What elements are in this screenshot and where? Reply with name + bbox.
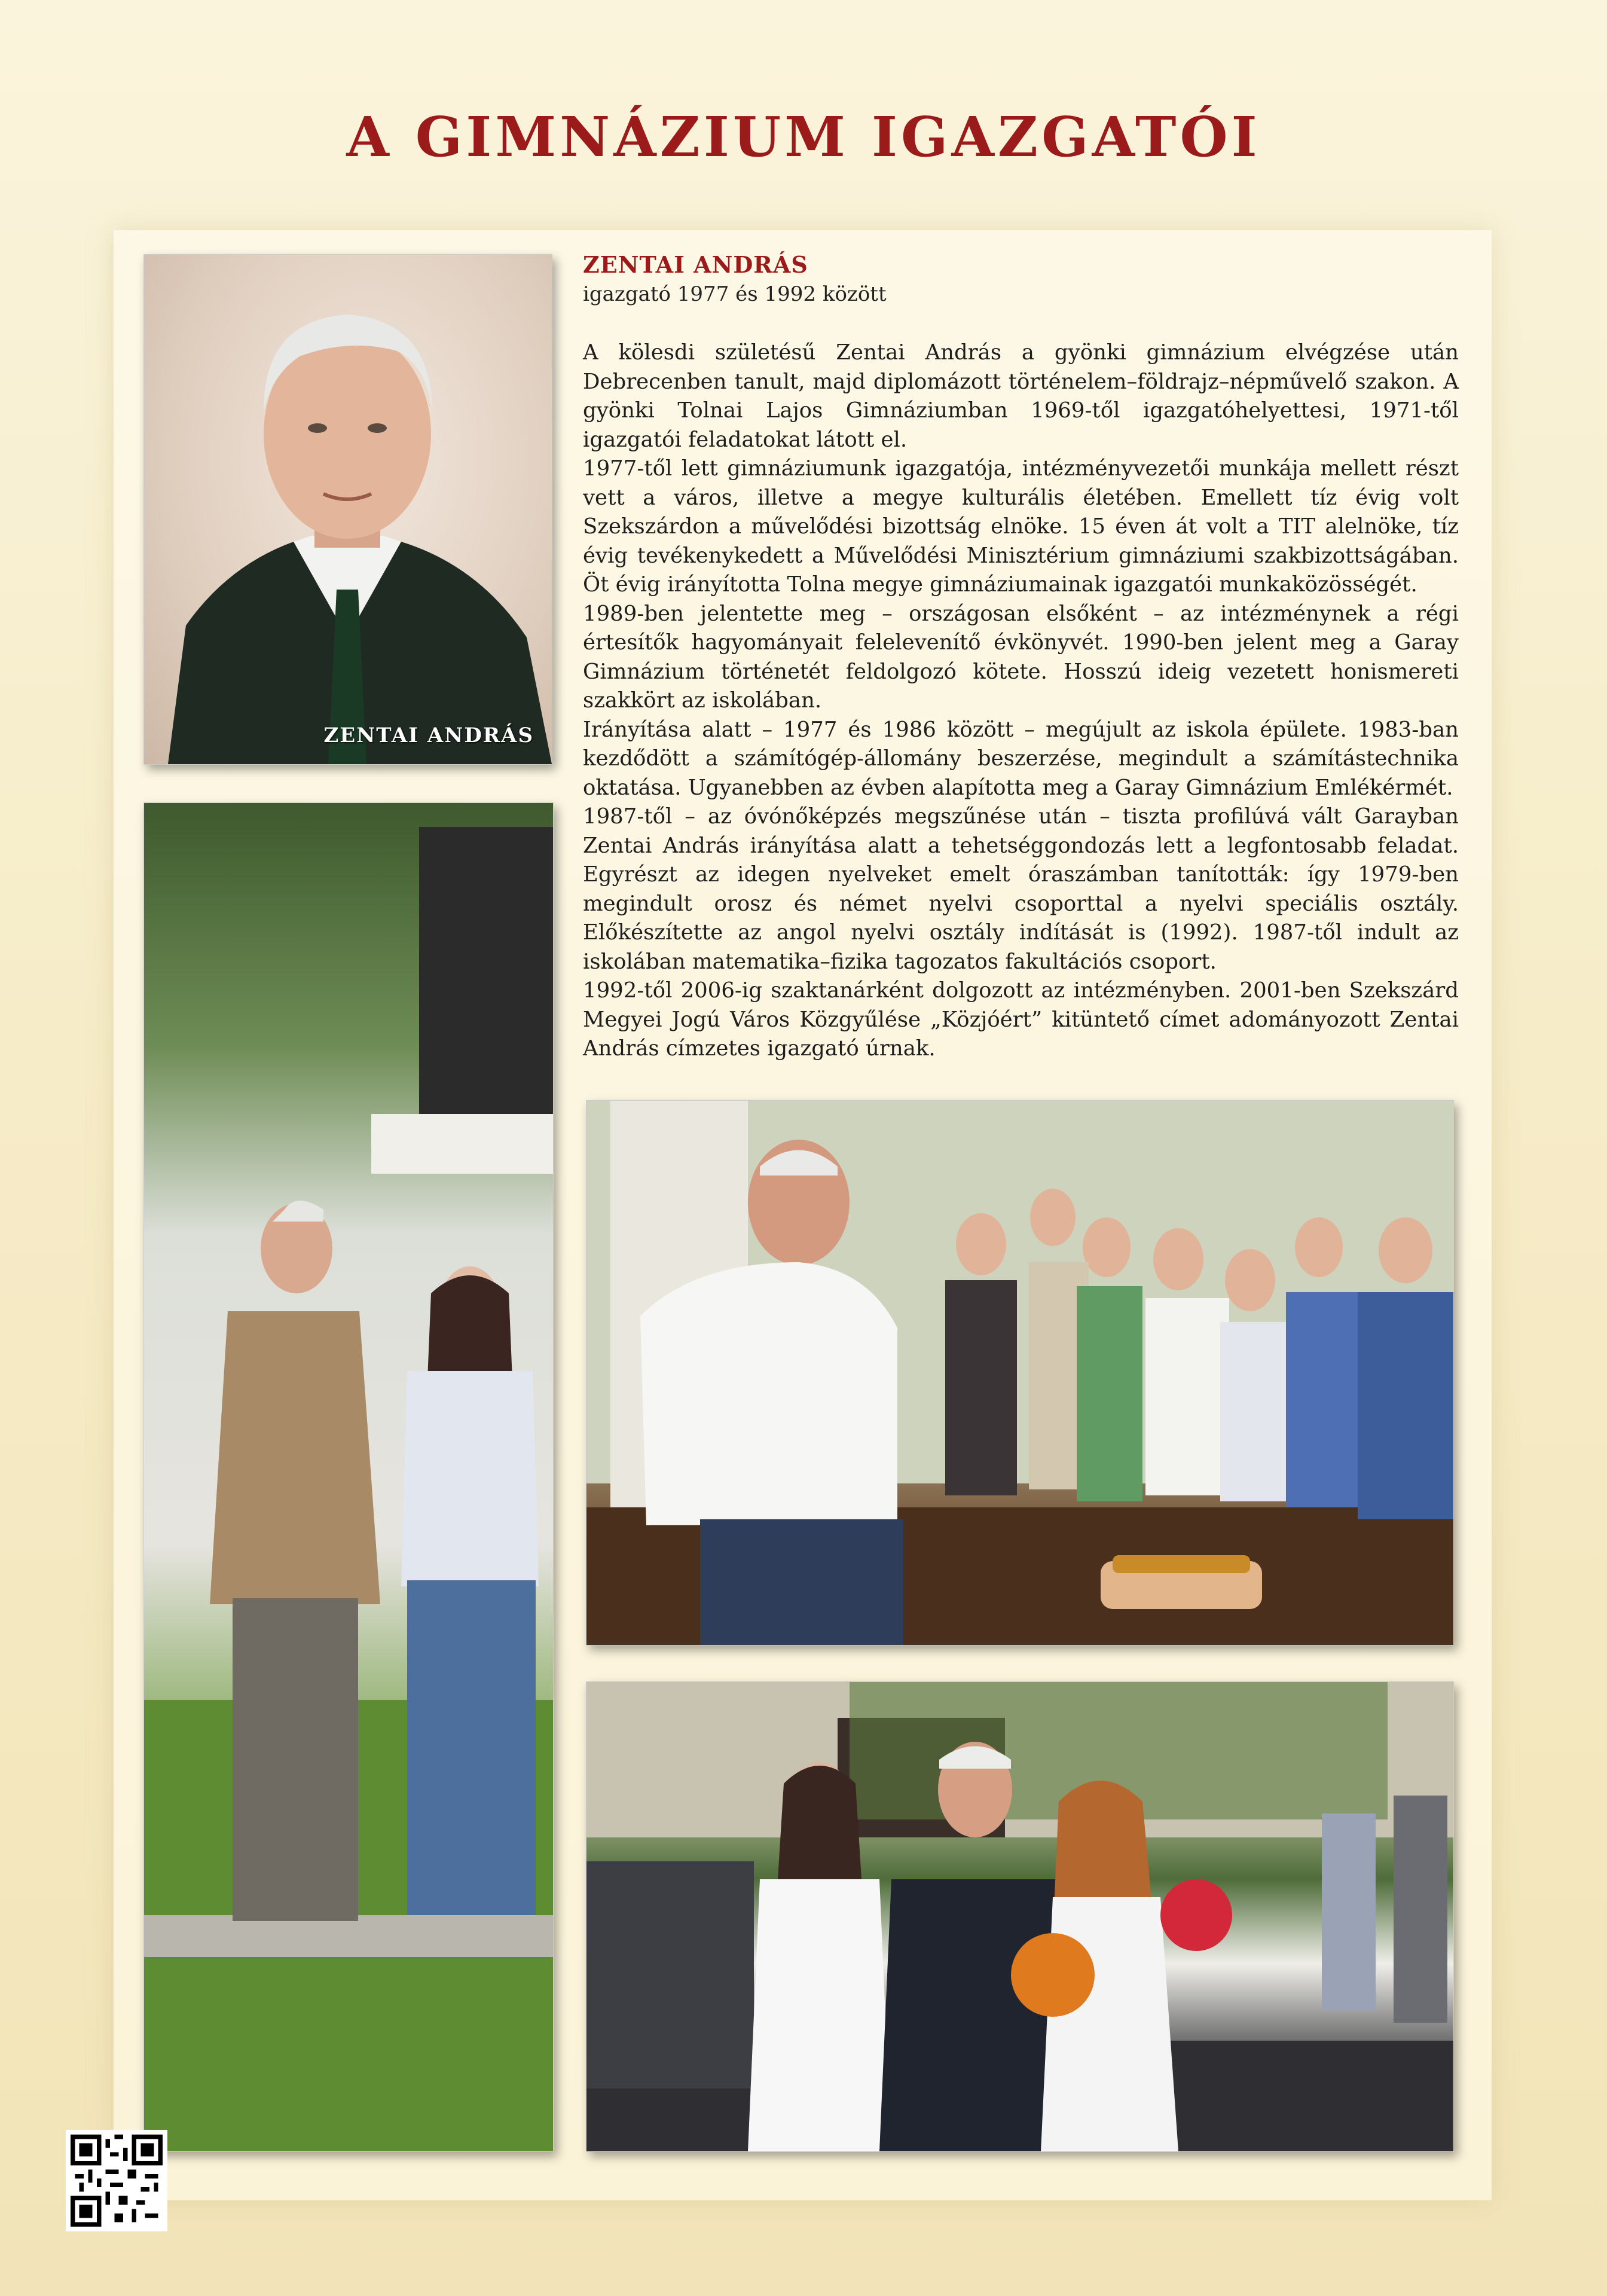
parade-photo [586, 1681, 1454, 2152]
biography-paragraph: A kölesdi születésű Zentai András a gyönki gimnázium elvégzése után Debrecenben tanult, majd diplomázott történelem–földrajz–népművelő szakon. A gyönki Tolnai Lajos Gimnáziumban 1969-től igazgatóhelyettesi, 1971-től igazgatói feladatokat látott el. [583, 340, 1459, 452]
portrait-caption: ZENTAI ANDRÁS [323, 723, 534, 747]
page-title: A GIMNÁZIUM IGAZGATÓI [346, 105, 1261, 169]
portrait-illustration [144, 255, 552, 764]
qr-code-icon [71, 2135, 163, 2227]
garden-photo [143, 802, 554, 2152]
director-name: ZENTAI ANDRÁS [583, 251, 808, 278]
biography-text [583, 338, 1459, 1064]
biography-paragraph: 1992-től 2006-ig szaktanárként dolgozott az intézményben. 2001-ben Szekszárd Megyei Jogú Város Közgyűlése „Közjóért” kitüntető címet adományozott Zentai András címzetes igazgató úrnak. [583, 978, 1459, 1061]
tenure-text: igazgató 1977 és 1992 között [583, 282, 887, 306]
classroom-photo [586, 1100, 1454, 1645]
biography-paragraph: 1989-ben jelentette meg – országosan elsőként – az intézménynek a régi értesítők hagyományait felelevenítő évkönyvét. 1990-ben jelent meg a Garay Gimnázium történetét feldolgozó kötete. Hosszú ideig vezetett honismereti szakkört az iskolában. [583, 601, 1459, 713]
parade-illustration [586, 1682, 1453, 2151]
biography-paragraph: Irányítása alatt – 1977 és 1986 között – megújult az iskola épülete. 1983-ban kezdődött a számítógép-állomány beszerzése, megindult a számítástechnika oktatása. Ugyanebben az évben alapította meg a Garay Gimnázium Emlékérmét. [583, 717, 1459, 800]
biography-paragraph: 1977-től lett gimnáziumunk igazgatója, intézményvezetői munkája mellett részt vett a város, illetve a megye kulturális életében. Emellett tíz évig volt Szekszárdon a művelődési bizottság elnöke. 15 éven át volt a TIT alelnöke, tíz évig tevékenykedett a Művelődési Minisztérium gimnáziumi szakbizottságában. Öt évig irányította Tolna megye gimnáziumainak igazgatói munkaközösségét. [583, 456, 1459, 597]
biography-paragraph: 1987-től – az óvónőképzés megszűnése után – tiszta profilúvá vált Garayban Zentai András irányítása alatt a tehetséggondozás lett a legfontosabb feladat. Egyrészt az idegen nyelveket emelt óraszámban tanították: így 1979-ben megindult orosz és német nyelvi csoporttal a nyelvi speciális osztály. Előkészítette az angol nyelvi osztály indítását is (1992). 1987-től indult az iskolában matematika–fizika tagozatos fakultációs csoport. [583, 804, 1459, 974]
garden-illustration [144, 803, 553, 2151]
portrait-photo [143, 254, 552, 765]
qr-code[interactable] [66, 2130, 167, 2231]
classroom-illustration [586, 1101, 1453, 1645]
